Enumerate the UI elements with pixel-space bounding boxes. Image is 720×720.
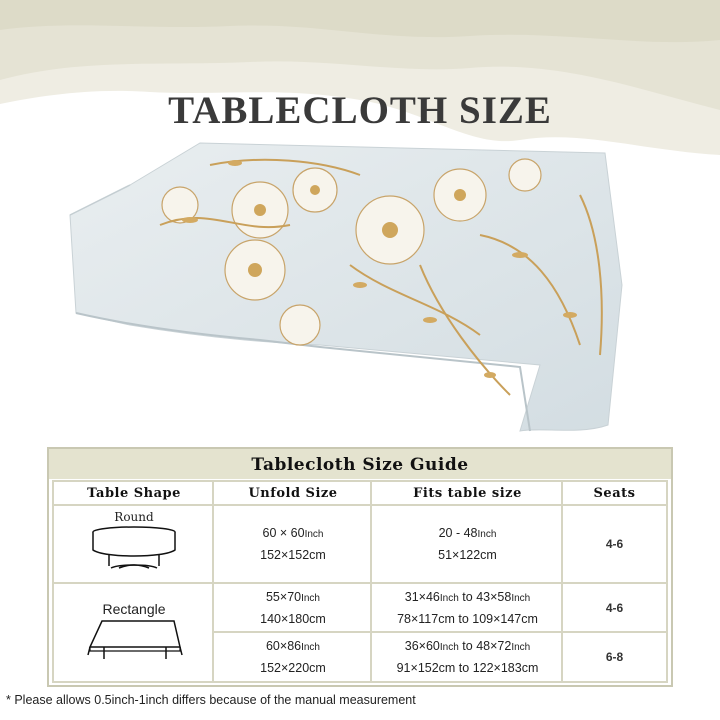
rect-row1-unfold-cm: 140×180cm [260,611,326,626]
rect-row1-unfold-in: 55×70 [265,589,302,604]
rect-row2-unfold-size [212,631,374,683]
rect-row2-unfold-in: 60×86 [265,639,302,653]
inch-unit: Inch [301,642,320,653]
table-shape-round [52,504,216,584]
measurement-note: * Please allows 0.5inch-1inch differs because of the manual measurement [6,693,416,707]
inch-unit: Inch [511,642,531,653]
rect-row2-fits-in-b: 48×72 [476,639,512,653]
rect-row2-seats: 6-8 [561,631,668,683]
inch-unit: Inch [304,529,324,540]
col-header-fits-table-size: Fits table size [370,480,565,506]
rectangle-label: Rectangle [102,600,166,617]
round-label: Round [114,510,154,524]
round-unfold-cm: 152×152cm [260,548,326,562]
tablecloth-illustration [60,135,660,445]
inch-unit: Inch [439,642,459,653]
to-word: to [462,639,473,653]
rect-row2-fits-cm: 91×152cm to 122×183cm [396,661,539,675]
round-unfold-size [212,504,374,584]
rectangle-table-icon [84,617,184,665]
rect-row1-unfold-size [212,582,374,633]
round-seats: 4-6 [561,504,668,584]
table-shape-rectangle [52,582,216,683]
rect-row1-seats: 4-6 [561,582,668,633]
to-word: to [462,589,473,604]
round-fits-size [370,504,565,584]
rect-row2-fits-in-a: 36×60 [404,639,440,653]
rect-row2-fits-size [370,631,565,683]
rect-row2-unfold-cm: 152×220cm [260,661,326,675]
inch-unit: Inch [439,592,459,604]
round-unfold-in: 60 × 60 [262,526,305,540]
inch-unit: Inch [511,592,531,604]
round-fits-cm: 51×122cm [438,548,497,562]
round-table-icon [89,524,179,576]
col-header-unfold-size: Unfold Size [212,480,374,506]
round-fits-in: 20 - 48 [438,526,478,540]
rect-row1-fits-cm: 78×117cm to 109×147cm [397,611,538,626]
rect-row1-fits-size [370,582,565,633]
col-header-table-shape: Table Shape [52,480,216,506]
rect-row1-fits-in-a: 31×46 [404,589,440,604]
inch-unit: Inch [477,529,497,540]
col-header-seats: Seats [561,480,668,506]
size-guide-table [47,447,673,687]
rect-row1-fits-in-b: 43×58 [476,589,512,604]
page-title: TABLECLOTH SIZE [168,89,552,132]
inch-unit: Inch [301,592,320,604]
guide-heading: Tablecloth Size Guide [49,449,671,479]
